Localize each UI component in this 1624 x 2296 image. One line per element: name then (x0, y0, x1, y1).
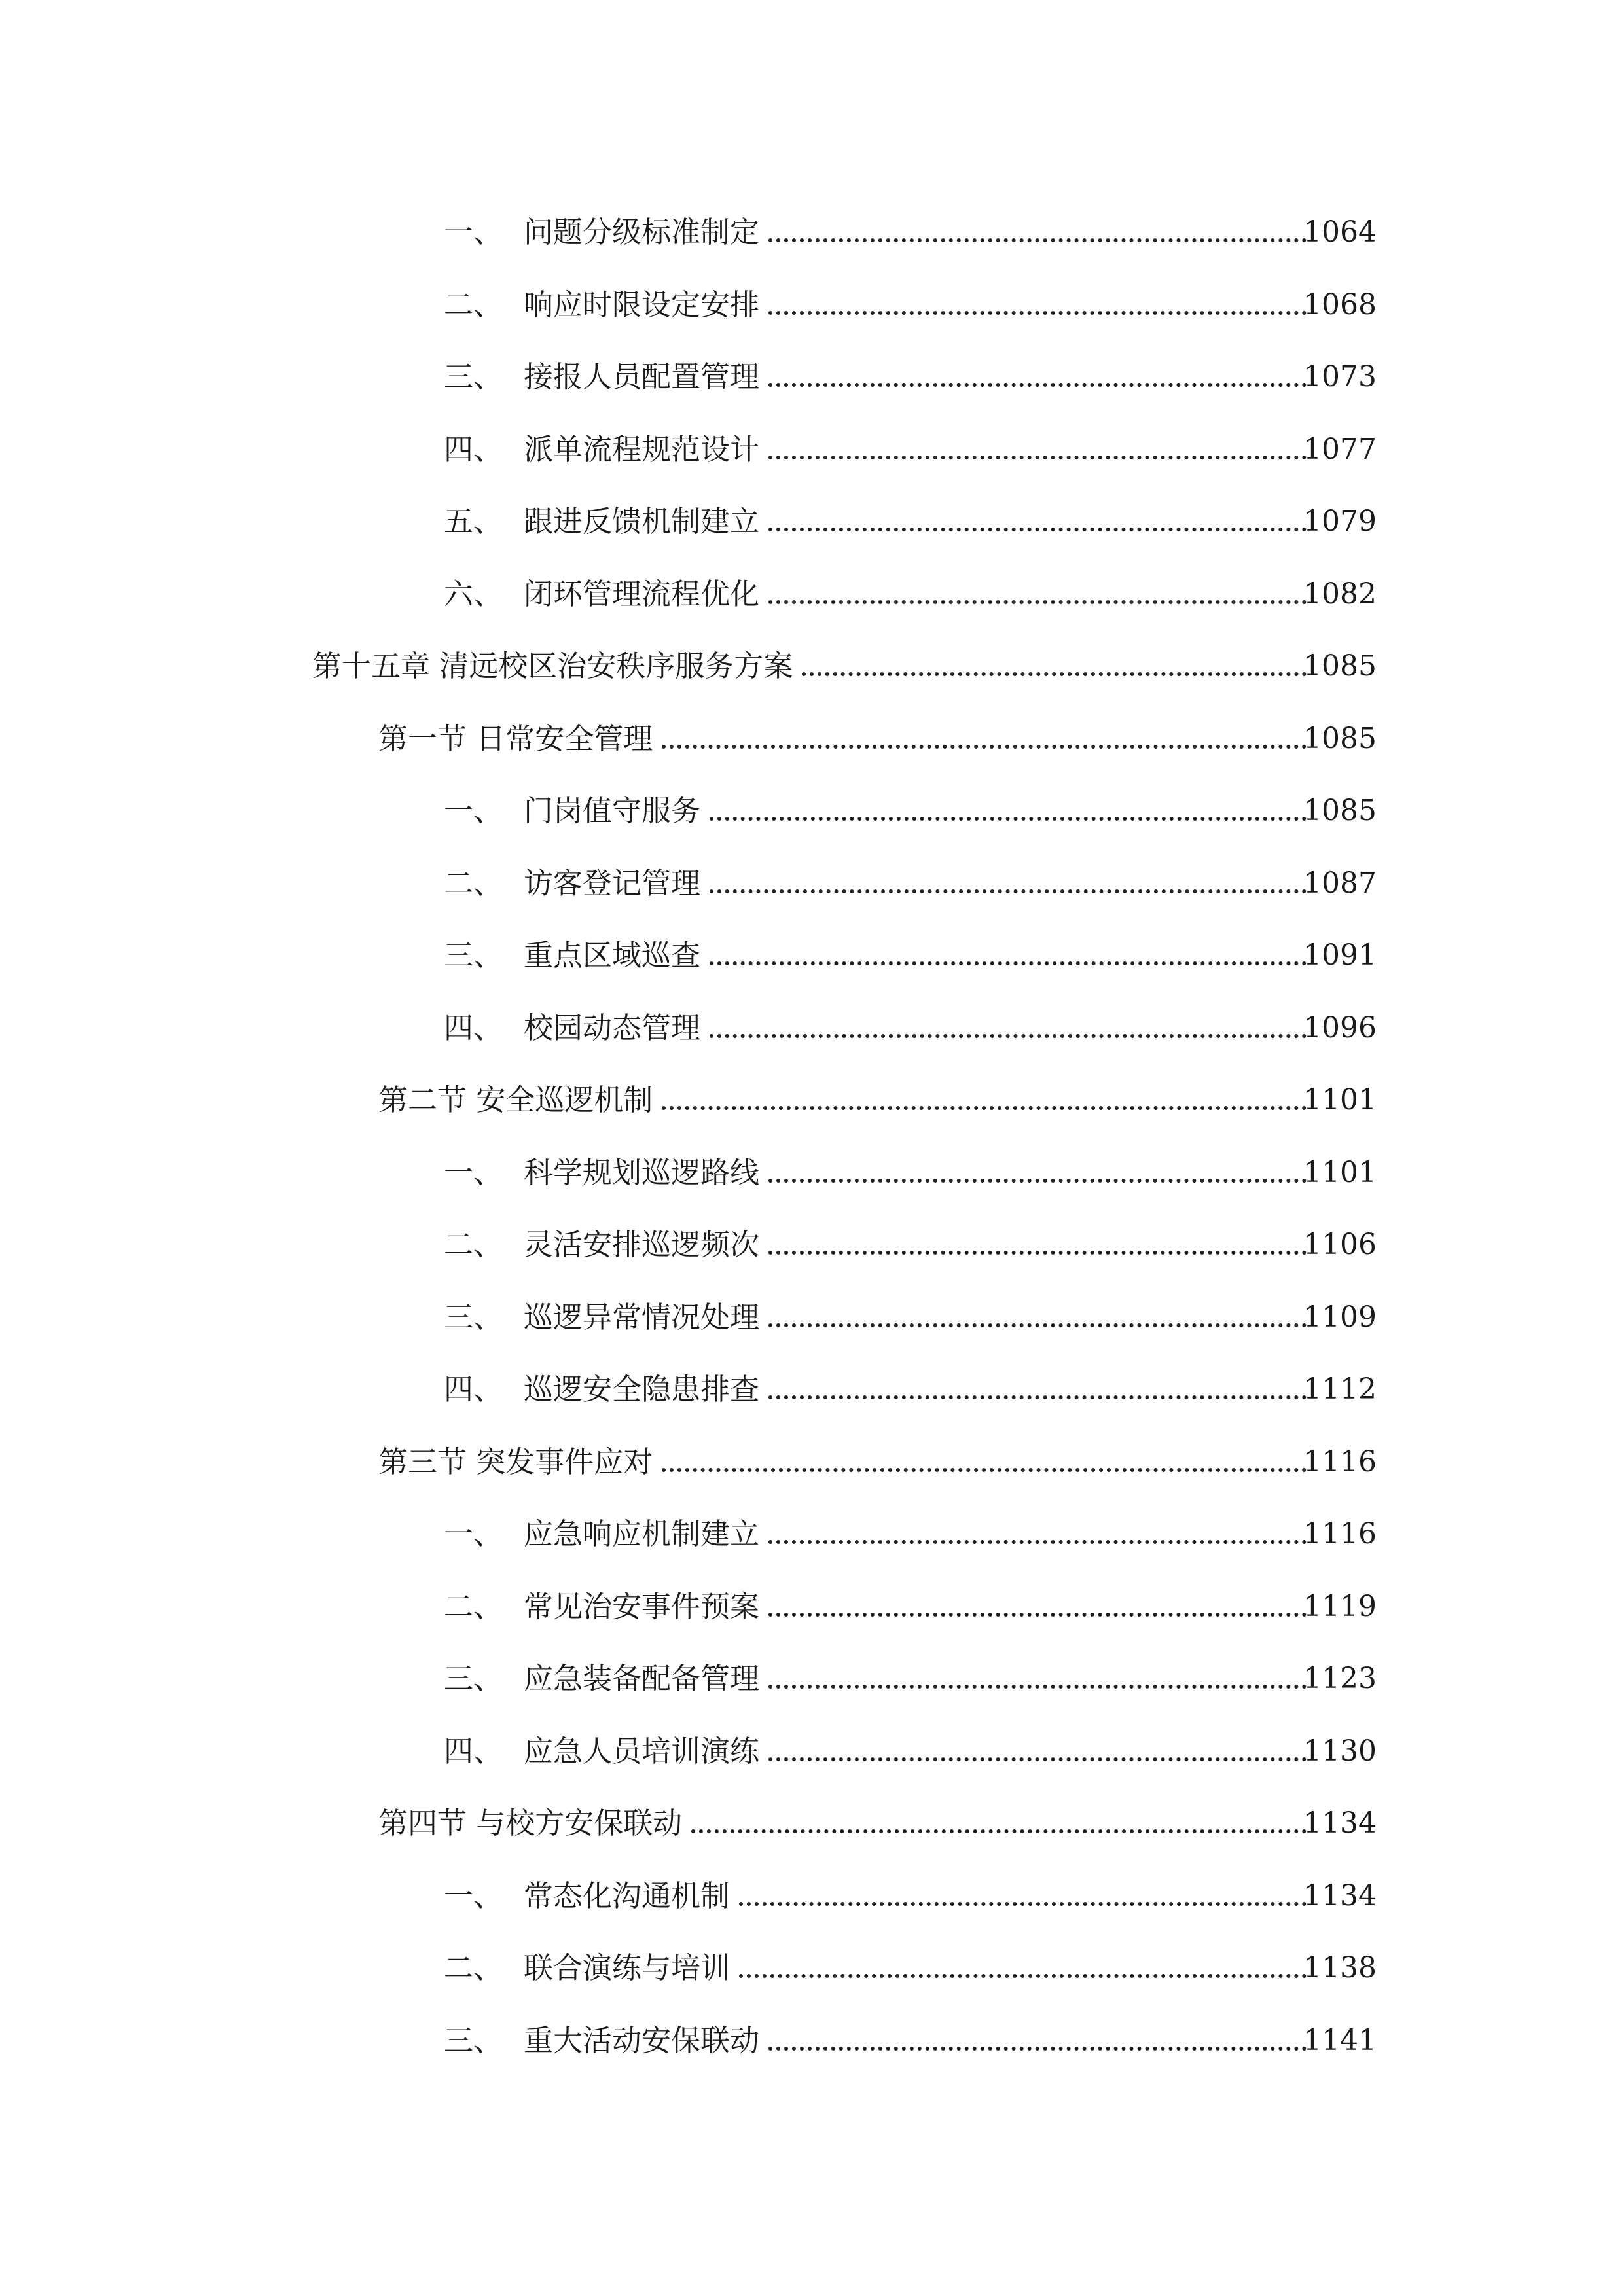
toc-page-number: 1109 (1303, 1300, 1377, 1334)
toc-item-row[interactable] (0, 1498, 1624, 1571)
toc-page-number: 1085 (1303, 721, 1377, 755)
toc-item-row[interactable] (0, 775, 1624, 848)
toc-section-row[interactable] (0, 1787, 1624, 1860)
toc-item-numeral: 四、 (444, 1733, 503, 1768)
toc-item-row[interactable] (0, 1209, 1624, 1282)
toc-item-title: 应急人员培训演练 (524, 1733, 760, 1768)
toc-item-numeral: 一、 (444, 793, 503, 828)
toc-item-row[interactable] (0, 1860, 1624, 1933)
toc-page-number: 1130 (1303, 1734, 1377, 1768)
toc-item-title: 接报人员配置管理 (524, 359, 760, 394)
toc-item-title: 闭环管理流程优化 (524, 576, 760, 611)
toc-leader-dots (768, 1316, 1307, 1327)
toc-item-numeral: 二、 (444, 287, 503, 322)
toc-item-title: 常见治安事件预案 (524, 1588, 760, 1624)
toc-item-row[interactable] (0, 486, 1624, 558)
toc-page-number: 1064 (1303, 215, 1377, 249)
toc-page-number: 1085 (1303, 649, 1377, 683)
toc-section-title: 第一节 日常安全管理 (378, 721, 653, 756)
toc-item-title: 访客登记管理 (524, 865, 701, 901)
toc-item-title: 巡逻异常情况处理 (524, 1299, 760, 1335)
toc-section-row[interactable] (0, 703, 1624, 776)
toc-page-number: 1068 (1303, 287, 1377, 321)
toc-item-row[interactable] (0, 1715, 1624, 1788)
toc-item-numeral: 一、 (444, 1155, 503, 1190)
toc-leader-dots (768, 592, 1307, 604)
toc-page-number: 1096 (1303, 1011, 1377, 1045)
toc-leader-dots (662, 1098, 1307, 1110)
toc-item-numeral: 三、 (444, 359, 503, 394)
toc-leader-dots (739, 1966, 1307, 1978)
toc-section-row[interactable] (0, 1064, 1624, 1137)
toc-page-number: 1079 (1303, 505, 1377, 538)
toc-section-title: 第三节 突发事件应对 (378, 1444, 653, 1479)
toc-page-number: 1112 (1303, 1372, 1377, 1406)
toc-page-number: 1134 (1303, 1878, 1377, 1912)
toc-leader-dots (710, 1026, 1307, 1038)
toc-leader-dots (768, 2039, 1307, 2051)
toc-leader-dots (768, 375, 1307, 387)
toc-page-number: 1119 (1303, 1589, 1377, 1623)
toc-item-row[interactable] (0, 1137, 1624, 1210)
toc-item-row[interactable] (0, 558, 1624, 631)
toc-item-title: 响应时限设定安排 (524, 287, 760, 322)
toc-item-numeral: 四、 (444, 431, 503, 467)
toc-item-numeral: 三、 (444, 938, 503, 973)
toc-item-numeral: 一、 (444, 1516, 503, 1551)
toc-item-numeral: 四、 (444, 1010, 503, 1045)
toc-item-row[interactable] (0, 269, 1624, 342)
toc-leader-dots (768, 1171, 1307, 1183)
toc-item-numeral: 六、 (444, 576, 503, 611)
toc-page-number: 1116 (1303, 1517, 1377, 1551)
toc-item-title: 重大活动安保联动 (524, 2022, 760, 2058)
toc-item-numeral: 二、 (444, 865, 503, 901)
toc-leader-dots (802, 664, 1307, 676)
toc-item-numeral: 二、 (444, 1950, 503, 1985)
toc-section-title: 第二节 安全巡逻机制 (378, 1083, 653, 1117)
toc-item-row[interactable] (0, 1571, 1624, 1643)
toc-leader-dots (662, 1460, 1307, 1472)
toc-leader-dots (768, 1388, 1307, 1399)
toc-item-title: 应急响应机制建立 (524, 1516, 760, 1551)
toc-item-row[interactable] (0, 992, 1624, 1065)
toc-page-number: 1116 (1303, 1444, 1377, 1479)
toc-page-number: 1073 (1303, 360, 1377, 393)
toc-item-numeral: 二、 (444, 1588, 503, 1624)
toc-leader-dots (739, 1894, 1307, 1906)
toc-item-row[interactable] (0, 1282, 1624, 1354)
toc-item-title: 灵活安排巡逻频次 (524, 1227, 760, 1262)
toc-page-number: 1134 (1303, 1806, 1377, 1840)
toc-section-title: 第四节 与校方安保联动 (378, 1806, 683, 1840)
toc-item-numeral: 三、 (444, 1299, 503, 1335)
toc-item-row[interactable] (0, 1354, 1624, 1426)
toc-page-number: 1077 (1303, 432, 1377, 466)
toc-item-title: 常态化沟通机制 (524, 1878, 731, 1913)
toc-item-numeral: 一、 (444, 215, 503, 249)
toc-leader-dots (662, 737, 1307, 749)
toc-item-numeral: 二、 (444, 1227, 503, 1262)
toc-page-number: 1091 (1303, 939, 1377, 972)
toc-leader-dots (768, 1243, 1307, 1255)
toc-item-numeral: 三、 (444, 1661, 503, 1696)
toc-section-row[interactable] (0, 1426, 1624, 1499)
table-of-contents (0, 196, 1624, 2077)
toc-chapter-row[interactable] (0, 630, 1624, 703)
toc-item-title: 校园动态管理 (524, 1010, 701, 1045)
toc-item-row[interactable] (0, 2005, 1624, 2077)
toc-item-row[interactable] (0, 920, 1624, 992)
toc-page-number: 1106 (1303, 1228, 1377, 1261)
toc-leader-dots (768, 1532, 1307, 1544)
toc-item-title: 科学规划巡逻路线 (524, 1155, 760, 1190)
toc-item-title: 问题分级标准制定 (524, 215, 760, 249)
toc-leader-dots (710, 954, 1307, 965)
toc-page-number: 1123 (1303, 1662, 1377, 1695)
toc-leader-dots (768, 230, 1307, 242)
toc-item-title: 应急装备配备管理 (524, 1661, 760, 1696)
toc-page-number: 1101 (1303, 1083, 1377, 1117)
toc-page-number: 1082 (1303, 577, 1377, 611)
toc-item-numeral: 三、 (444, 2022, 503, 2058)
toc-leader-dots (768, 1605, 1307, 1617)
toc-chapter-title: 第十五章 清远校区治安秩序服务方案 (312, 649, 793, 683)
toc-item-row[interactable] (0, 848, 1624, 920)
toc-leader-dots (768, 448, 1307, 459)
toc-item-numeral: 四、 (444, 1372, 503, 1407)
toc-leader-dots (768, 1677, 1307, 1689)
toc-item-title: 联合演练与培训 (524, 1950, 731, 1985)
toc-page-number: 1101 (1303, 1155, 1377, 1189)
toc-leader-dots (710, 809, 1307, 821)
toc-item-row[interactable] (0, 341, 1624, 414)
toc-leader-dots (768, 520, 1307, 531)
toc-page-number: 1138 (1303, 1951, 1377, 1984)
toc-page-number: 1085 (1303, 794, 1377, 827)
toc-item-row[interactable] (0, 414, 1624, 486)
toc-page-number: 1087 (1303, 866, 1377, 900)
toc-leader-dots (691, 1821, 1307, 1833)
toc-leader-dots (710, 882, 1307, 893)
toc-leader-dots (768, 303, 1307, 315)
toc-item-numeral: 五、 (444, 504, 503, 539)
toc-item-row[interactable] (0, 196, 1624, 269)
toc-item-numeral: 一、 (444, 1878, 503, 1913)
toc-item-row[interactable] (0, 1643, 1624, 1715)
toc-item-row[interactable] (0, 1932, 1624, 2005)
toc-item-title: 重点区域巡查 (524, 938, 701, 973)
toc-item-title: 派单流程规范设计 (524, 431, 760, 467)
toc-item-title: 巡逻安全隐患排查 (524, 1372, 760, 1407)
toc-leader-dots (768, 1749, 1307, 1761)
toc-item-title: 门岗值守服务 (524, 793, 701, 828)
toc-page-number: 1141 (1303, 2023, 1377, 2057)
toc-item-title: 跟进反馈机制建立 (524, 504, 760, 539)
